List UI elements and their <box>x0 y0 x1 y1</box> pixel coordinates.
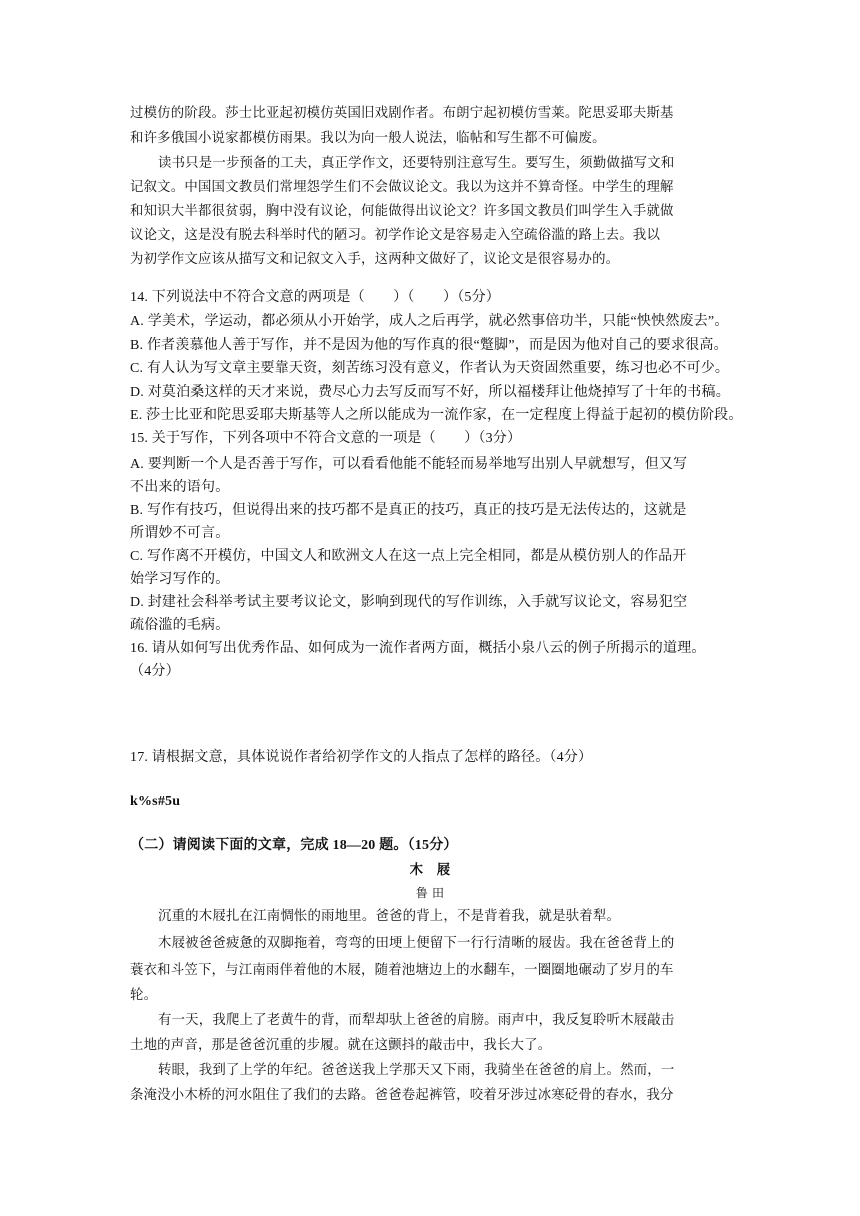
article-line: 转眼，我到了上学的年纪。爸爸送我上学那天又下雨，我骑坐在爸爸的肩上。然而，一 <box>158 1063 675 1078</box>
article-line: 有一天，我爬上了老黄牛的背，而犁却驮上爸爸的肩膀。雨声中，我反复聆听木屐敲击 <box>158 1013 675 1028</box>
question-15-line: C. 写作离不开模仿，中国文人和欧洲文人在这一点上完全相同，都是从模仿别人的作品开 <box>130 549 687 564</box>
passage-line: 和许多俄国小说家都模仿雨果。我以为向一般人说法，临帖和写生都不可偏废。 <box>130 131 606 146</box>
question-16-stem: 16. 请从如何写出优秀作品、如何成为一流作者两方面，概括小泉八云的例子所揭示的道理。 <box>130 641 706 656</box>
question-14-option-c: C. 有人认为写文章主要靠天资，刻苦练习没有意义，作者认为天资固然重要，练习也必不可少。 <box>130 361 730 376</box>
article-title: 木 屐 <box>409 862 451 878</box>
question-14-option-d: D. 对莫泊桑这样的天才来说，费尽心力去写反而写不好，所以福楼拜让他烧掉写了十年的书稿。 <box>130 385 730 400</box>
question-15-line: A. 要判断一个人是否善于写作，可以看看他能不能轻而易举地写出别人早就想写，但又写 <box>130 457 688 472</box>
article-line: 木屐被爸爸疲惫的双脚拖着，弯弯的田埂上便留下一行行清晰的屐齿。我在爸爸背上的 <box>158 936 675 951</box>
question-16-score: （4分） <box>130 664 180 679</box>
article-line: 土地的声音，那是爸爸沉重的步履。就在这颤抖的敲击中，我长大了。 <box>130 1038 552 1053</box>
passage-line: 议论文，这是没有脱去科举时代的陋习。初学作论文是容易走入空疏俗滥的路上去。我以 <box>130 228 661 243</box>
question-17-stem: 17. 请根据文意，具体说说作者给初学作文的人指点了怎样的路径。（4分） <box>130 750 593 765</box>
question-15-line: 所谓妙不可言。 <box>130 526 230 541</box>
article-line: 轮。 <box>130 988 158 1003</box>
question-15-stem: 15. 关于写作，下列各项中不符合文意的一项是（ ）（3分） <box>130 431 522 446</box>
question-15-line: D. 封建社会科举考试主要考议论文，影响到现代的写作训练，入手就写议论文，容易犯空 <box>130 595 688 610</box>
question-14-option-a: A. 学美术，学运动，都必须从小开始学，成人之后再学，就必然事倍功半，只能“怏怏然废去”。 <box>130 314 729 329</box>
question-15-line: 疏俗滥的毛病。 <box>130 618 230 633</box>
section-heading: （二）请阅读下面的文章，完成 18—20 题。（15分） <box>130 838 458 853</box>
passage-line: 读书只是一步预备的工夫，真正学作文，还要特别注意写生。要写生，须勤做描写文和 <box>158 156 675 171</box>
article-line: 沉重的木屐扎在江南惆怅的雨地里。爸爸的背上，不是背着我，就是驮着犁。 <box>158 909 621 924</box>
question-14-option-e: E. 莎士比亚和陀思妥耶夫斯基等人之所以能成为一流作家，在一定程度上得益于起初的模仿阶段。 <box>130 408 743 423</box>
passage-line: 为初学作文应该从描写文和记叙文入手，这两种文做好了，议论文是很容易办的。 <box>130 252 620 267</box>
article-line: 条淹没小木桥的河水阻住了我们的去路。爸爸卷起裤管，咬着牙涉过冰寒砭骨的春水，我分 <box>130 1088 674 1103</box>
question-15-line: B. 写作有技巧，但说得出来的技巧都不是真正的技巧，真正的技巧是无法传达的，这就是 <box>130 503 687 518</box>
passage-line: 记叙文。中国国文教员们常埋怨学生们不会做议论文。我以为这并不算奇怪。中学生的理解 <box>130 180 674 195</box>
article-author: 鲁 田 <box>415 886 445 900</box>
article-line: 蓑衣和斗笠下，与江南雨伴着他的木屐，随着池塘边上的水翻车，一圈圈地碾动了岁月的车 <box>130 963 674 978</box>
question-15-line: 始学习写作的。 <box>130 572 230 587</box>
passage-line: 和知识大半都很贫弱，胸中没有议论，何能做得出议论文？许多国文教员们叫学生入手就做 <box>130 204 674 219</box>
question-14-stem: 14. 下列说法中不符合文意的两项是（ ）（ ）（5分） <box>130 290 500 305</box>
question-14-option-b: B. 作者羡慕他人善于写作，并不是因为他的写作真的很“蹩脚”，而是因为他对自己的要求很高。 <box>130 338 728 353</box>
watermark-text: k%s#5u <box>130 794 181 809</box>
passage-line: 过模仿的阶段。莎士比亚起初模仿英国旧戏剧作者。布朗宁起初模仿雪莱。陀思妥耶夫斯基 <box>130 106 674 121</box>
question-15-line: 不出来的语句。 <box>130 480 230 495</box>
